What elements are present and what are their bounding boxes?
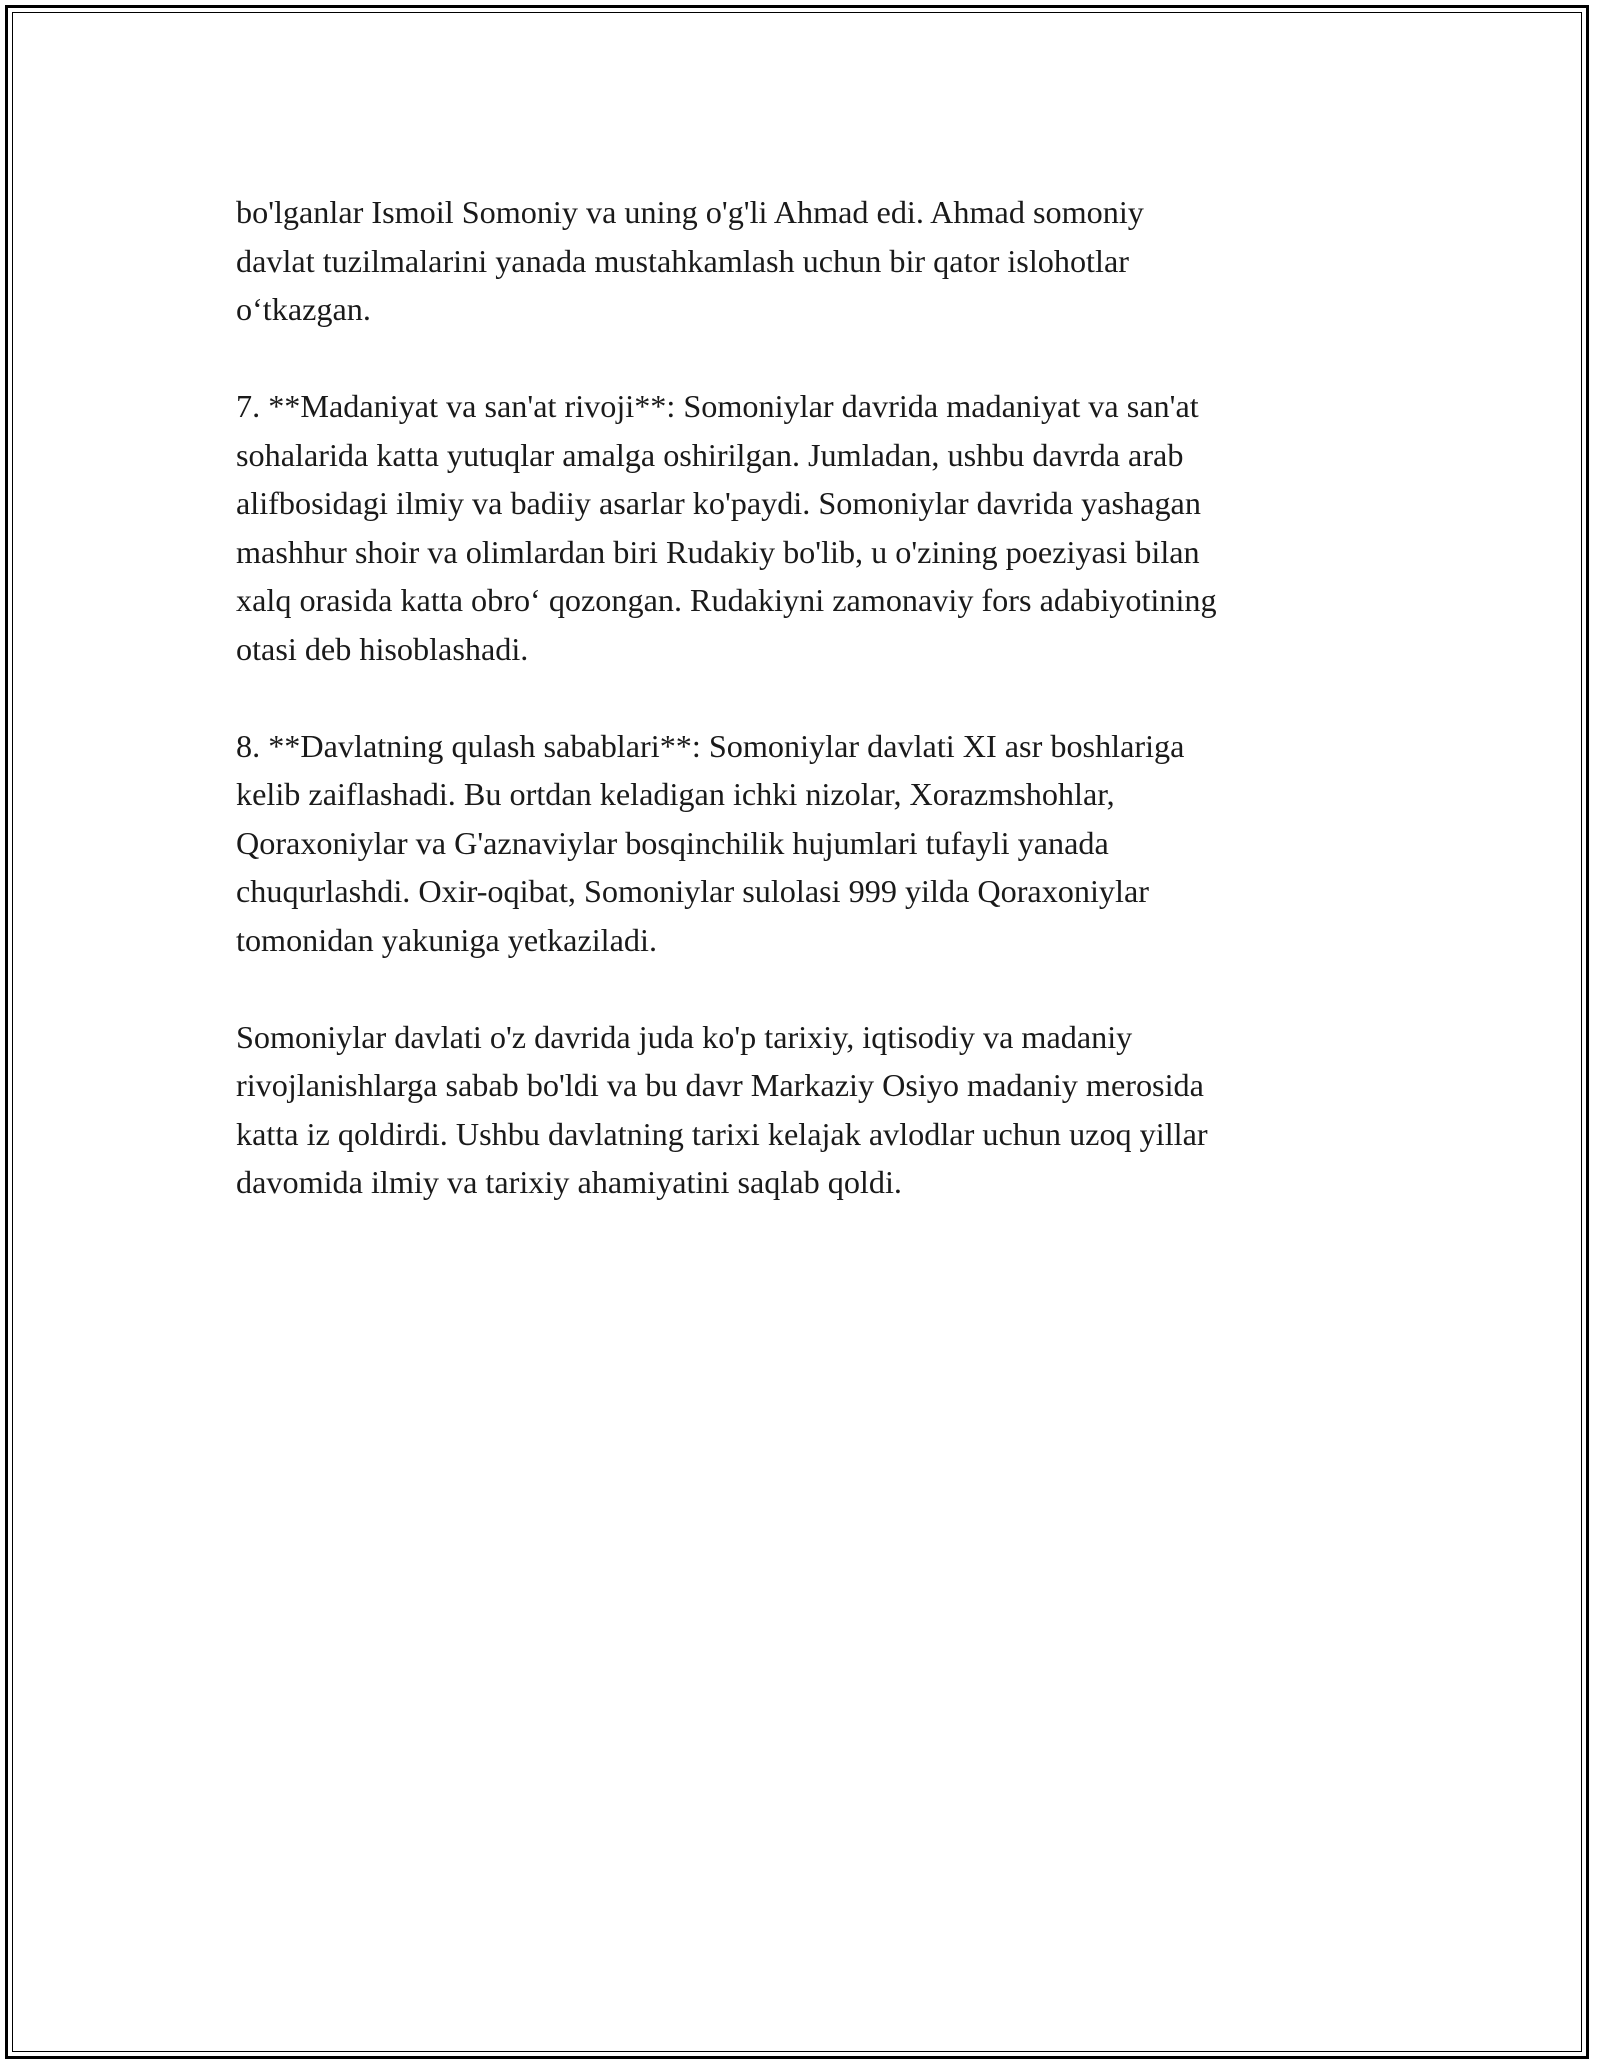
document-body xyxy=(236,188,1376,1255)
paragraph-culture-and-art: 7. **Madaniyat va san'at rivoji**: Somoniylar davrida madaniyat va san'at sohalarida katta yutuqlar amalga oshirilgan. Jumladan, ushbu davrda arab alifbosidagi ilmiy va badiiy asarlar ko'paydi. Somoniylar davrida yashagan mashhur shoir va olimlardan biri Rudakiy bo'lib, u o'zining poeziyasi bilan xalq orasida katta obro‘ qozongan. Rudakiyni zamonaviy fors adabiyotining otasi deb hisoblashadi. xyxy=(236,388,1217,667)
paragraph-conclusion: Somoniylar davlati o'z davrida juda ko'p tarixiy, iqtisodiy va madaniy rivojlanishlarga sabab bo'ldi va bu davr Markaziy Osiyo madaniy merosida katta iz qoldirdi. Ushbu davlatning tarixi kelajak avlodlar uchun uzoq yillar davomida ilmiy va tarixiy ahamiyatini saqlab qoldi. xyxy=(236,1018,1208,1200)
paragraph-continuation: bo'lganlar Ismoil Somoniy va uning o'g'li Ahmad edi. Ahmad somoniy davlat tuzilmalarini yanada mustahkamlash uchun bir qator islohotlar o‘tkazgan. xyxy=(236,194,1144,327)
paragraph-state-decline: 8. **Davlatning qulash sabablari**: Somoniylar davlati XI asr boshlariga kelib zaiflashadi. Bu ortdan keladigan ichki nizolar, Xorazmshohlar, Qoraxoniylar va G'aznaviylar bosqinchilik hujumlari tufayli yanada chuqurlashdi. Oxir-oqibat, Somoniylar sulolasi 999 yilda Qoraxoniylar tomonidan yakuniga yetkaziladi. xyxy=(236,727,1185,958)
